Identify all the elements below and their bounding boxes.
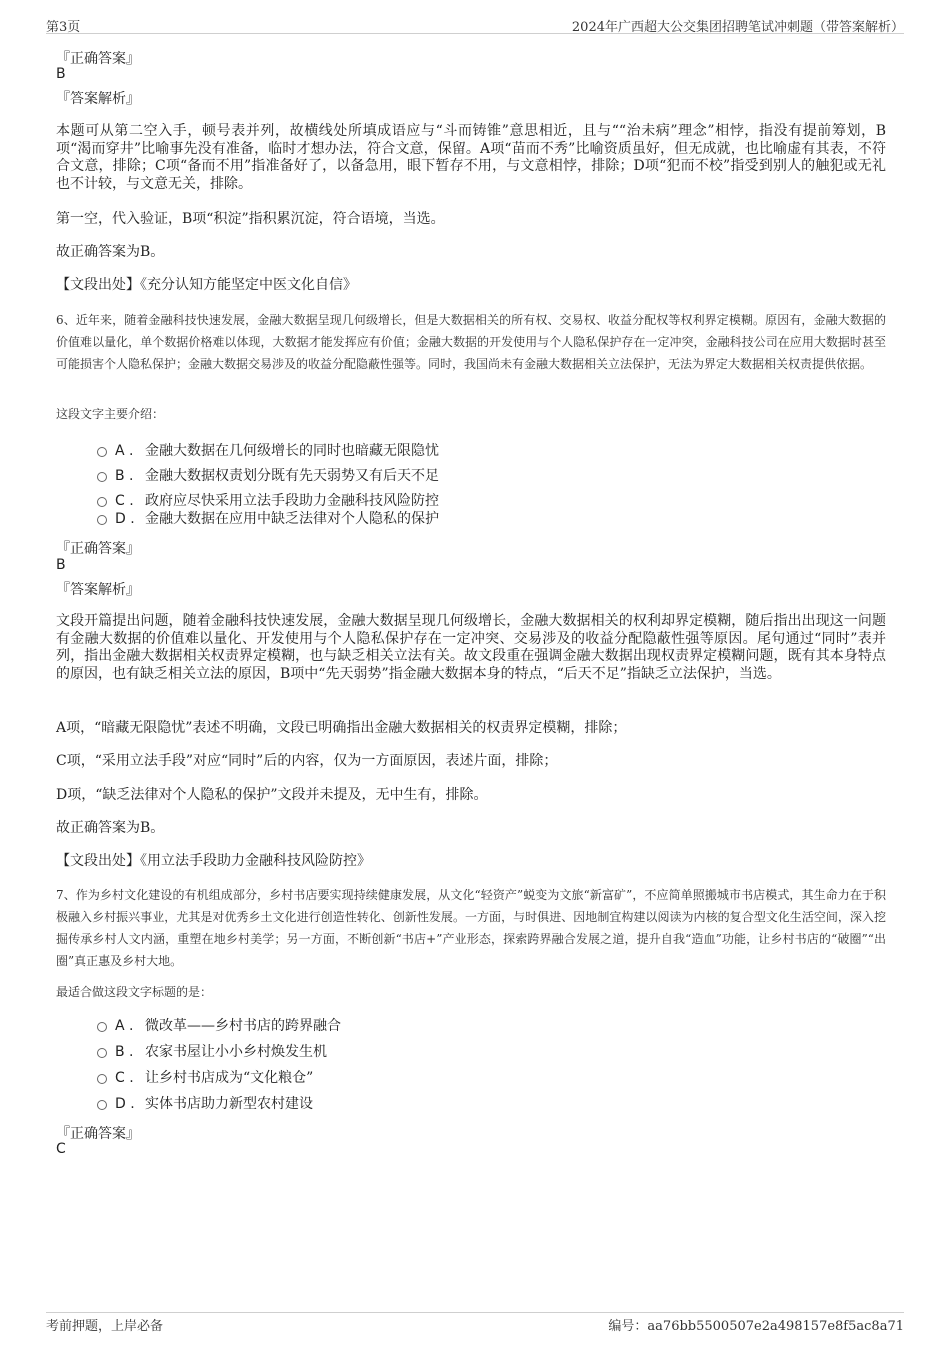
question-stem: 6、近年来，随着金融科技快速发展，金融大数据呈现几何级增长，但是大数据相关的所有权、交易权、收益分配权等权利界定模糊。原因有，金融大数据的价值难以量化，单个数据价格难以体现，大数据才能发挥应有价值；金融大数据的开发使用与个人隐私保护存在一定冲突，金融科技公司在应用大数据时甚至可能损害个人隐私保护；金融大数据交易涉及的收益分配隐蔽性强等。同时，我国尚未有金融大数据相关立法保护，无法为界定大数据相关权责提供依据。 [56, 313, 886, 371]
correct-answer-label: 『正确答案』 [56, 51, 140, 67]
option-letter: A . [115, 443, 134, 459]
analysis-paragraph: 文段开篇提出问题，随着金融科技快速发展，金融大数据呈现几何级增长，金融大数据相关的权利却界定模糊，随后指出出现这一问题有金融大数据的价值难以量化、开发使用与个人隐私保护存在一定冲突、交易涉及的收益分配隐蔽性强等原因。尾句通过“同时”表并列，指出金融大数据相关权责界定模糊，也与缺乏相关立法有关。故文段重在强调金融大数据出现权责界定模糊问题，既有其本身特点的原因，也有缺乏相关立法的原因，B项中“先天弱势”指金融大数据本身的特点，“后天不足”指缺乏立法保护，当选。 [56, 613, 886, 682]
option-letter: C . [115, 493, 134, 509]
analysis-option-a: A项，“暗藏无限隐忧”表述不明确，文段已明确指出金融大数据相关的权责界定模糊，排除； [56, 720, 627, 736]
option-text: 金融大数据在几何级增长的同时也暗藏无限隐忧 [145, 443, 439, 459]
option-b[interactable] [97, 1042, 327, 1062]
document-serial: 编号：aa76bb5500507e2a498157e8f5ac8a71 [608, 1319, 904, 1334]
option-text: 实体书店助力新型农村建设 [145, 1096, 313, 1112]
analysis-paragraph: 本题可从第二空入手，顿号表并列，故横线处所填成语应与“斗而铸锥”意思相近，且与““治未病”理念”相悖，指没有提前筹划，B项“渴而穿井”比喻事先没有准备，临时才想办法，符合文意，保留。A项“苗而不秀”比喻资质虽好，但无成就，也比喻虚有其表，不符合文意，排除；C项“备而不用”指准备好了，以备急用，眼下暂存不用，与文意相悖，排除；D项“犯而不校”指受到别人的触犯或无礼也不计较，与文意无关，排除。 [56, 123, 886, 192]
analysis-option-c: C项，“采用立法手段”对应“同时”后的内容，仅为一方面原因，表述片面，排除； [56, 753, 558, 769]
option-c[interactable] [97, 491, 439, 511]
option-letter: B . [115, 468, 134, 484]
option-text: 政府应尽快采用立法手段助力金融科技风险防控 [145, 493, 439, 509]
page-header [46, 16, 904, 34]
option-letter: D . [115, 511, 135, 527]
page-footer [46, 1312, 904, 1334]
option-letter: C . [115, 1070, 134, 1086]
option-a[interactable] [97, 441, 439, 461]
radio-icon[interactable] [97, 447, 107, 457]
option-letter: A . [115, 1018, 134, 1034]
option-text: 微改革——乡村书店的跨界融合 [145, 1018, 341, 1034]
option-text: 农家书屋让小小乡村焕发生机 [145, 1044, 327, 1060]
option-text: 金融大数据在应用中缺乏法律对个人隐私的保护 [145, 511, 439, 527]
correct-answer-value: B [56, 557, 66, 573]
correct-answer-value: C [56, 1141, 66, 1157]
question-prompt: 最适合做这段文字标题的是： [56, 985, 213, 999]
analysis-conclusion: 故正确答案为B。 [56, 244, 165, 260]
option-a[interactable] [97, 1016, 341, 1036]
option-text: 让乡村书店成为“文化粮仓” [145, 1070, 314, 1086]
page-number: 第3页 [46, 20, 81, 35]
source-citation: 【文段出处】《用立法手段助力金融科技风险防控》 [56, 853, 371, 869]
document-title: 2024年广西超大公交集团招聘笔试冲刺题（带答案解析） [571, 20, 904, 35]
option-letter: D . [115, 1096, 135, 1112]
analysis-paragraph: 第一空，代入验证，B项“积淀”指积累沉淀，符合语境，当选。 [56, 211, 445, 227]
radio-icon[interactable] [97, 1022, 107, 1032]
analysis-option-d: D项，“缺乏法律对个人隐私的保护”文段并未提及，无中生有，排除。 [56, 787, 488, 803]
correct-answer-label: 『正确答案』 [56, 541, 140, 557]
radio-icon[interactable] [97, 1100, 107, 1110]
radio-icon[interactable] [97, 1074, 107, 1084]
analysis-conclusion: 故正确答案为B。 [56, 820, 165, 836]
correct-answer-label: 『正确答案』 [56, 1126, 140, 1142]
question-stem: 7、作为乡村文化建设的有机组成部分，乡村书店要实现持续健康发展，从文化“轻资产”蜕变为文旅“新富矿”，不应简单照搬城市书店模式，其生命力在于积极融入乡村振兴事业，尤其是对优秀乡土文化进行创造性转化、创新性发展。一方面，与时俱进、因地制宜构建以阅读为内核的复合型文化生活空间，深入挖掘传承乡村人文内涵，重塑在地乡村美学；另一方面，不断创新“书店+”产业形态，探索跨界融合发展之道，提升自我“造血”功能，让乡村书店的“破圈”“出圈”真正惠及乡村大地。 [56, 888, 886, 968]
correct-answer-value: B [56, 66, 66, 82]
radio-icon[interactable] [97, 497, 107, 507]
analysis-label: 『答案解析』 [56, 91, 140, 107]
option-d[interactable] [97, 509, 439, 529]
option-c[interactable] [97, 1068, 313, 1088]
option-text: 金融大数据权责划分既有先天弱势又有后天不足 [145, 468, 439, 484]
question-prompt: 这段文字主要介绍： [56, 407, 165, 421]
option-d[interactable] [97, 1094, 313, 1114]
option-b[interactable] [97, 466, 439, 486]
analysis-label: 『答案解析』 [56, 582, 140, 598]
footer-note: 考前押题，上岸必备 [46, 1319, 164, 1334]
radio-icon[interactable] [97, 1048, 107, 1058]
option-letter: B . [115, 1044, 134, 1060]
radio-icon[interactable] [97, 515, 107, 525]
radio-icon[interactable] [97, 472, 107, 482]
source-citation: 【文段出处】《充分认知方能坚定中医文化自信》 [56, 277, 357, 293]
